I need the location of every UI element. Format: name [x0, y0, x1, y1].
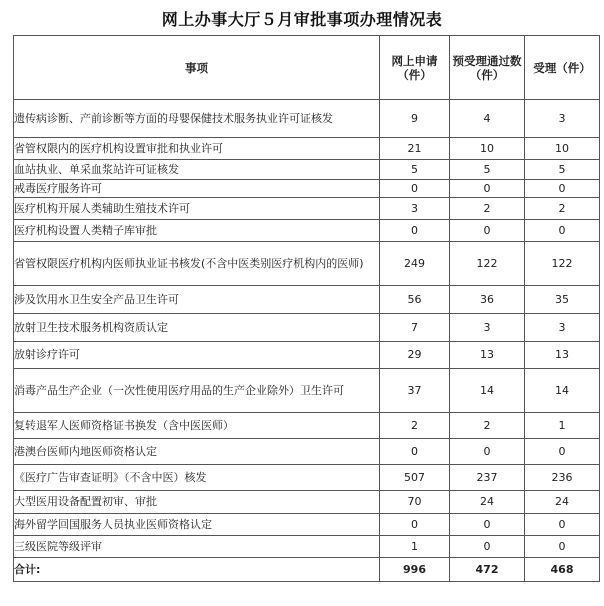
row-prereview: 3 — [450, 314, 525, 342]
table-row — [14, 342, 600, 369]
row-item: 血站执业、单采血浆站许可证核发 — [14, 160, 380, 180]
row-online: 5 — [380, 160, 450, 180]
row-accepted: 24 — [525, 491, 600, 514]
row-item: 遗传病诊断、产前诊断等方面的母婴保健技术服务执业许可证核发 — [14, 100, 380, 138]
row-item: 三级医院等级评审 — [14, 536, 380, 558]
row-accepted: 236 — [525, 465, 600, 491]
table-row — [14, 465, 600, 491]
approval-table — [13, 35, 600, 582]
row-accepted: 0 — [525, 180, 600, 198]
row-online: 0 — [380, 439, 450, 465]
table-row — [14, 491, 600, 514]
row-item: 涉及饮用水卫生安全产品卫生许可 — [14, 286, 380, 314]
row-prereview: 4 — [450, 100, 525, 138]
row-accepted: 3 — [525, 100, 600, 138]
row-accepted: 0 — [525, 514, 600, 536]
table-row — [14, 220, 600, 242]
row-accepted: 10 — [525, 138, 600, 160]
table-row — [14, 242, 600, 286]
header-item: 事项 — [14, 36, 380, 100]
row-prereview: 5 — [450, 160, 525, 180]
row-online: 29 — [380, 342, 450, 369]
row-prereview: 36 — [450, 286, 525, 314]
table-row — [14, 180, 600, 198]
row-item: 医疗机构开展人类辅助生殖技术许可 — [14, 198, 380, 220]
total-label: 合计: — [14, 558, 380, 582]
row-accepted: 35 — [525, 286, 600, 314]
table-row — [14, 138, 600, 160]
row-online: 56 — [380, 286, 450, 314]
row-online: 70 — [380, 491, 450, 514]
row-prereview: 0 — [450, 180, 525, 198]
table-row — [14, 514, 600, 536]
row-online: 507 — [380, 465, 450, 491]
row-item: 海外留学回国服务人员执业医师资格认定 — [14, 514, 380, 536]
total-online: 996 — [380, 558, 450, 582]
row-prereview: 14 — [450, 369, 525, 413]
row-online: 21 — [380, 138, 450, 160]
total-prereview: 472 — [450, 558, 525, 582]
table-row — [14, 286, 600, 314]
row-online: 37 — [380, 369, 450, 413]
table-row — [14, 160, 600, 180]
row-online: 3 — [380, 198, 450, 220]
row-accepted: 0 — [525, 536, 600, 558]
header-online: 网上申请（件） — [380, 36, 450, 100]
row-online: 1 — [380, 536, 450, 558]
table-row — [14, 198, 600, 220]
row-online: 0 — [380, 514, 450, 536]
row-accepted: 122 — [525, 242, 600, 286]
row-online: 249 — [380, 242, 450, 286]
row-accepted: 13 — [525, 342, 600, 369]
table-row — [14, 536, 600, 558]
row-prereview: 2 — [450, 198, 525, 220]
row-prereview: 122 — [450, 242, 525, 286]
row-item: 戒毒医疗服务许可 — [14, 180, 380, 198]
row-online: 0 — [380, 180, 450, 198]
row-accepted: 14 — [525, 369, 600, 413]
row-item: 医疗机构设置人类精子库审批 — [14, 220, 380, 242]
total-accepted: 468 — [525, 558, 600, 582]
row-item: 放射诊疗许可 — [14, 342, 380, 369]
row-item: 港澳台医师内地医师资格认定 — [14, 439, 380, 465]
row-accepted: 0 — [525, 439, 600, 465]
row-accepted: 3 — [525, 314, 600, 342]
total-row — [14, 558, 600, 582]
page-title: 网上办事大厅５月审批事项办理情况表 — [161, 10, 443, 29]
table-row — [14, 439, 600, 465]
row-prereview: 0 — [450, 439, 525, 465]
row-prereview: 24 — [450, 491, 525, 514]
row-item: 放射卫生技术服务机构资质认定 — [14, 314, 380, 342]
row-item: 大型医用设备配置初审、审批 — [14, 491, 380, 514]
row-accepted: 1 — [525, 413, 600, 439]
row-online: 7 — [380, 314, 450, 342]
row-item: 省管权限医疗机构内医师执业证书核发(不含中医类别医疗机构内的医师) — [14, 242, 380, 286]
row-prereview: 0 — [450, 220, 525, 242]
header-accepted: 受理（件） — [525, 36, 600, 100]
table-row — [14, 369, 600, 413]
row-online: 2 — [380, 413, 450, 439]
row-item: 省管权限内的医疗机构设置审批和执业许可 — [14, 138, 380, 160]
row-item: 《医疗广告审查证明》（不含中医）核发 — [14, 465, 380, 491]
row-accepted: 5 — [525, 160, 600, 180]
row-online: 9 — [380, 100, 450, 138]
table-row — [14, 314, 600, 342]
row-prereview: 0 — [450, 514, 525, 536]
row-item: 消毒产品生产企业（一次性使用医疗用品的生产企业除外）卫生许可 — [14, 369, 380, 413]
row-online: 0 — [380, 220, 450, 242]
row-prereview: 13 — [450, 342, 525, 369]
row-prereview: 237 — [450, 465, 525, 491]
row-item: 复转退军人医师资格证书换发（含中医医师） — [14, 413, 380, 439]
row-accepted: 0 — [525, 220, 600, 242]
header-prereview: 预受理通过数（件） — [450, 36, 525, 100]
header-row — [14, 36, 600, 100]
table-row — [14, 100, 600, 138]
row-accepted: 2 — [525, 198, 600, 220]
row-prereview: 10 — [450, 138, 525, 160]
row-prereview: 0 — [450, 536, 525, 558]
row-prereview: 2 — [450, 413, 525, 439]
table-row — [14, 413, 600, 439]
